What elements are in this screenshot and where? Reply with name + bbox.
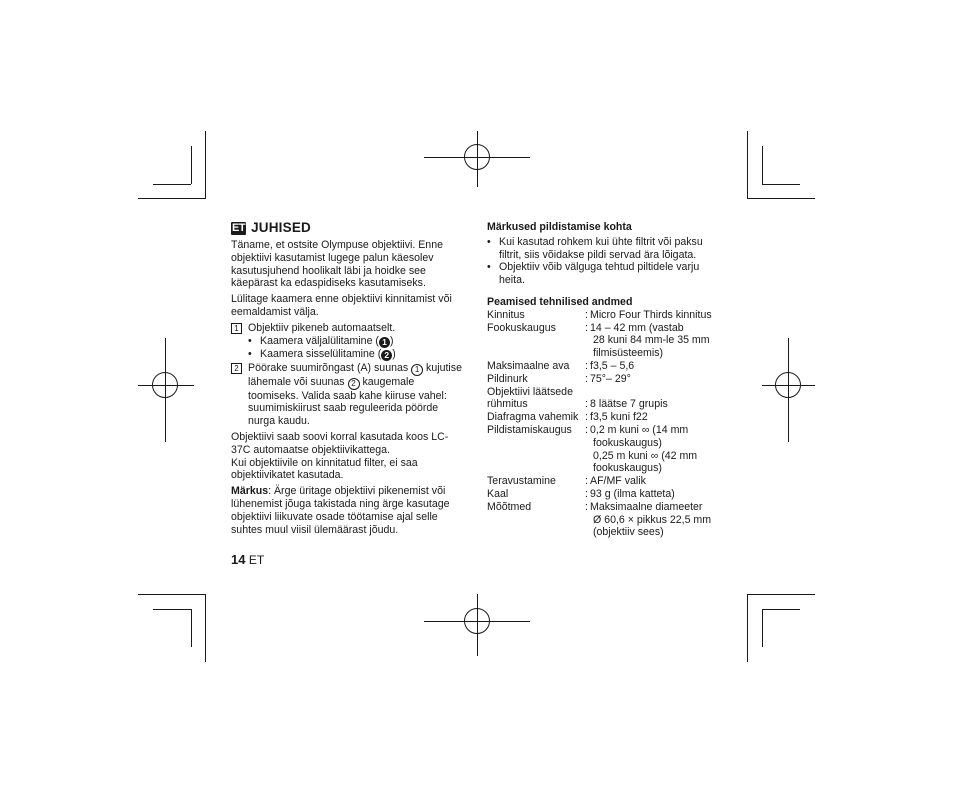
table-row — [487, 309, 712, 322]
table-row — [487, 398, 712, 411]
right-column — [487, 221, 727, 539]
spec-value: 14 – 42 mm (vastab 28 kuni 84 mm-le 35 mm filmisüsteemis) — [590, 321, 710, 360]
spec-separator: : — [585, 475, 588, 488]
spec-separator: : — [585, 398, 588, 411]
spec-separator: : — [585, 487, 588, 500]
spec-key: rühmitus — [487, 398, 528, 411]
language-badge: ET — [232, 222, 246, 234]
table-row — [487, 424, 712, 475]
table-row — [487, 360, 712, 373]
spec-key: Kinnitus — [487, 308, 525, 321]
crop-mark — [205, 594, 206, 662]
section-heading — [231, 221, 463, 236]
crop-mark — [747, 594, 748, 662]
spec-value: 75°– 29° — [590, 372, 631, 385]
power-off-paragraph: Lülitage kaamera enne objektiivi kinnitamist või eemaldamist välja. — [231, 293, 452, 318]
step-number: 1 — [231, 323, 242, 334]
number-1-icon: 1 — [379, 337, 390, 348]
spec-key: Pildistamiskaugus — [487, 423, 572, 436]
spec-value: 93 g (ilma katteta) — [590, 487, 675, 500]
table-row — [487, 475, 712, 488]
crop-mark — [138, 594, 206, 595]
crop-mark — [747, 131, 748, 199]
spec-key: Fookuskaugus — [487, 321, 556, 334]
table-row — [487, 488, 712, 501]
spec-value: 8 läätse 7 grupis — [590, 398, 668, 411]
crop-mark — [762, 609, 800, 610]
spec-key: Kaal — [487, 487, 509, 500]
table-row — [487, 411, 712, 424]
spec-value: 0,2 m kuni ∞ (14 mm fookuskaugus) 0,25 m kuni ∞ (42 mm fookuskaugus) — [590, 423, 698, 475]
crop-mark — [191, 609, 192, 647]
spec-separator: : — [585, 500, 588, 513]
specs-table — [487, 309, 712, 539]
spec-separator: : — [585, 372, 588, 385]
crop-mark — [762, 609, 763, 647]
direction-2-icon: 2 — [348, 378, 360, 390]
spec-separator: : — [585, 359, 588, 372]
shooting-notes-title: Märkused pildistamise kohta — [487, 221, 632, 233]
bullet-text: Kaamera sisselülitamine ( — [260, 347, 382, 360]
list-item: • Kui kasutad rohkem kui ühte filtrit või paksu filtrit, siis võidakse pildi servad ära lõigata. — [487, 235, 703, 261]
table-row — [487, 322, 712, 360]
note-text: : Ärge üritage objektiivi pikenemist või lühenemist jõuga takistada ning ärge kasutage objektiivi liikuvate osade töötamise ajal selle suhtes muul viisil ülemäärast jõudu. — [231, 485, 450, 536]
spec-key: Teravustamine — [487, 475, 556, 488]
number-2-icon: 2 — [381, 350, 392, 361]
left-column — [231, 221, 463, 536]
spec-key: Objektiivi läätsede — [487, 385, 573, 398]
crop-mark — [138, 198, 206, 199]
table-row — [487, 386, 712, 399]
spec-value: Micro Four Thirds kinnitus — [590, 308, 712, 321]
step-2 — [231, 362, 463, 428]
table-row — [487, 373, 712, 386]
spec-value: Maksimaalne diameeter Ø 60,6 × pikkus 22,5 mm (objektiiv sees) — [590, 500, 712, 539]
shooting-notes-list — [487, 236, 727, 287]
spec-key: Maksimaalne ava — [487, 359, 570, 372]
spec-separator: : — [585, 321, 588, 334]
spec-key: Diafragma vahemik — [487, 411, 579, 424]
spec-value — [590, 386, 712, 399]
spec-key: Mõõtmed — [487, 500, 532, 513]
direction-1-icon: 1 — [411, 364, 423, 376]
spec-value: f3,5 kuni f22 — [590, 411, 648, 424]
list-item: • Kaamera sisselülitamine ( 2 ) — [248, 347, 396, 360]
list-item: • Kaamera väljalülitamine ( 1 ) — [248, 334, 394, 347]
spec-separator: : — [585, 411, 588, 424]
list-item: • Objektiiv võib välguga tehtud piltidele varju heita. — [487, 261, 700, 287]
note-label: Märkus — [231, 485, 269, 498]
lens-cap-paragraph: Objektiivi saab soovi korral kasutada koos LC-37C automaatse objektiivikattega. — [231, 430, 449, 456]
crop-mark — [762, 146, 763, 184]
spec-key: Pildinurk — [487, 372, 528, 385]
crop-mark — [191, 146, 192, 184]
spec-separator: : — [585, 308, 588, 321]
crop-mark — [205, 131, 206, 199]
page-number: 14 ET — [231, 552, 265, 567]
bullet-text: Kaamera väljalülitamine ( — [260, 334, 379, 347]
spec-separator: : — [585, 423, 588, 436]
step-1 — [231, 322, 463, 361]
filter-paragraph: Kui objektiivile on kinnitatud filter, ei saa objektiivikatet kasutada. — [231, 456, 418, 482]
table-row — [487, 501, 712, 539]
intro-paragraph: Täname, et ostsite Olympuse objektiivi. Enne objektiivi kasutamist lugege palun käesolev kasutusjuhend hoolikalt läbi ja hoidke see käepärast ka edaspidiseks kasutamiseks. — [231, 239, 443, 290]
bullet-list — [248, 335, 396, 361]
step-text: Pöörake suumirõngast (A) suunas 1 kujutise lähemale või suunas 2 kaugemale toomiseks. Valida saab kahe kiiruse vahel: suumimiskiirust saab reguleerida pöörde nurga kaudu. — [248, 361, 462, 428]
crop-mark — [153, 609, 191, 610]
note-paragraph — [231, 485, 463, 536]
spec-value: AF/MF valik — [590, 475, 646, 488]
specs-title: Peamised tehnilised andmed — [487, 295, 633, 308]
spec-value: f3,5 – 5,6 — [590, 359, 635, 372]
crop-mark — [153, 184, 191, 185]
crop-mark — [747, 198, 815, 199]
crop-mark — [762, 184, 800, 185]
step-text: Objektiiv pikeneb automaatselt. — [248, 321, 396, 334]
crop-mark — [747, 594, 815, 595]
step-number: 2 — [231, 363, 242, 374]
section-title: JUHISED — [251, 220, 311, 236]
